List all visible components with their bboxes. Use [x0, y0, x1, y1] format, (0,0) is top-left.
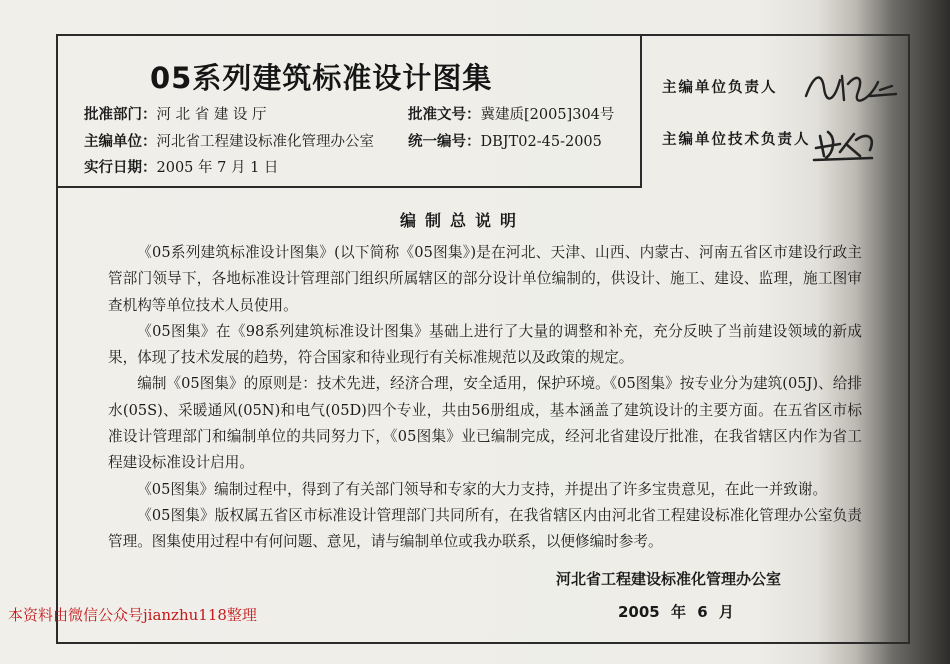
unified-number: 统一编号：DBJT02-45-2005 [408, 134, 602, 150]
issuer: 河北省工程建设标准化管理办公室 [556, 570, 782, 588]
watermark: 本资料由微信公众号jianzhu118整理 [8, 606, 257, 624]
tech-signature [810, 122, 890, 166]
approval-dept: 批准部门：河 北 省 建 设 厅 [84, 107, 267, 123]
chief-responsible-label: 主编单位负责人 [662, 80, 778, 96]
paragraph: 《05图集》版权属五省区市标准设计管理部门共同所有，在我省辖区内由河北省工程建设标准化管理办公室负责管理。图集使用过程中有何问题、意见，请与编制单位或我办联系，以便修编时参考。 [108, 506, 862, 551]
header-divider [58, 186, 640, 188]
page-title: 05系列建筑标准设计图集 [150, 61, 493, 95]
signature-divider [640, 36, 642, 188]
effective-date: 实行日期：2005 年 7 月 1 日 [84, 160, 279, 176]
issue-date: 2005 年 6 月 [618, 603, 734, 621]
paragraph: 编制《05图集》的原则是：技术先进，经济合理，安全适用，保护环境。《05图集》按专业分为建筑(05J)、给排水(05S)、采暖通风(05N)和电气(05D)四个专业，共由56册组成，基本涵盖了建筑设计的主要方面。在五省区市标准设计管理部门和编制单位的共同努力下，《05图集》业已编制完成，经河北省建设厅批准，在我省辖区内作为省工程建设标准设计启用。 [108, 375, 862, 472]
paragraph: 《05系列建筑标准设计图集》(以下简称《05图集》)是在河北、天津、山西、内蒙古、河南五省区市建设行政主管部门领导下，各地标准设计管理部门组织所属辖区的部分设计单位编制的，供设计、施工、建设、监理，施工图审查机构等单位技术人员使用。 [108, 244, 862, 314]
chief-signature [800, 66, 900, 110]
paragraph: 《05图集》在《98系列建筑标准设计图集》基础上进行了大量的调整和补充，充分反映了当前建设领域的新成果，体现了技术发展的趋势，符合国家和待业现行有关标准规范以及政策的规定。 [108, 322, 862, 367]
editor-unit: 主编单位：河北省工程建设标准化管理办公室 [84, 134, 374, 150]
tech-responsible-label: 主编单位技术负责人 [662, 132, 811, 148]
approval-doc-number: 批准文号：冀建质[2005]304号 [408, 107, 615, 123]
paragraph: 《05图集》编制过程中，得到了有关部门领导和专家的大力支持，并提出了许多宝贵意见，在此一并致谢。 [137, 480, 828, 498]
section-heading: 编制总说明 [400, 211, 526, 230]
body-text [108, 240, 862, 556]
